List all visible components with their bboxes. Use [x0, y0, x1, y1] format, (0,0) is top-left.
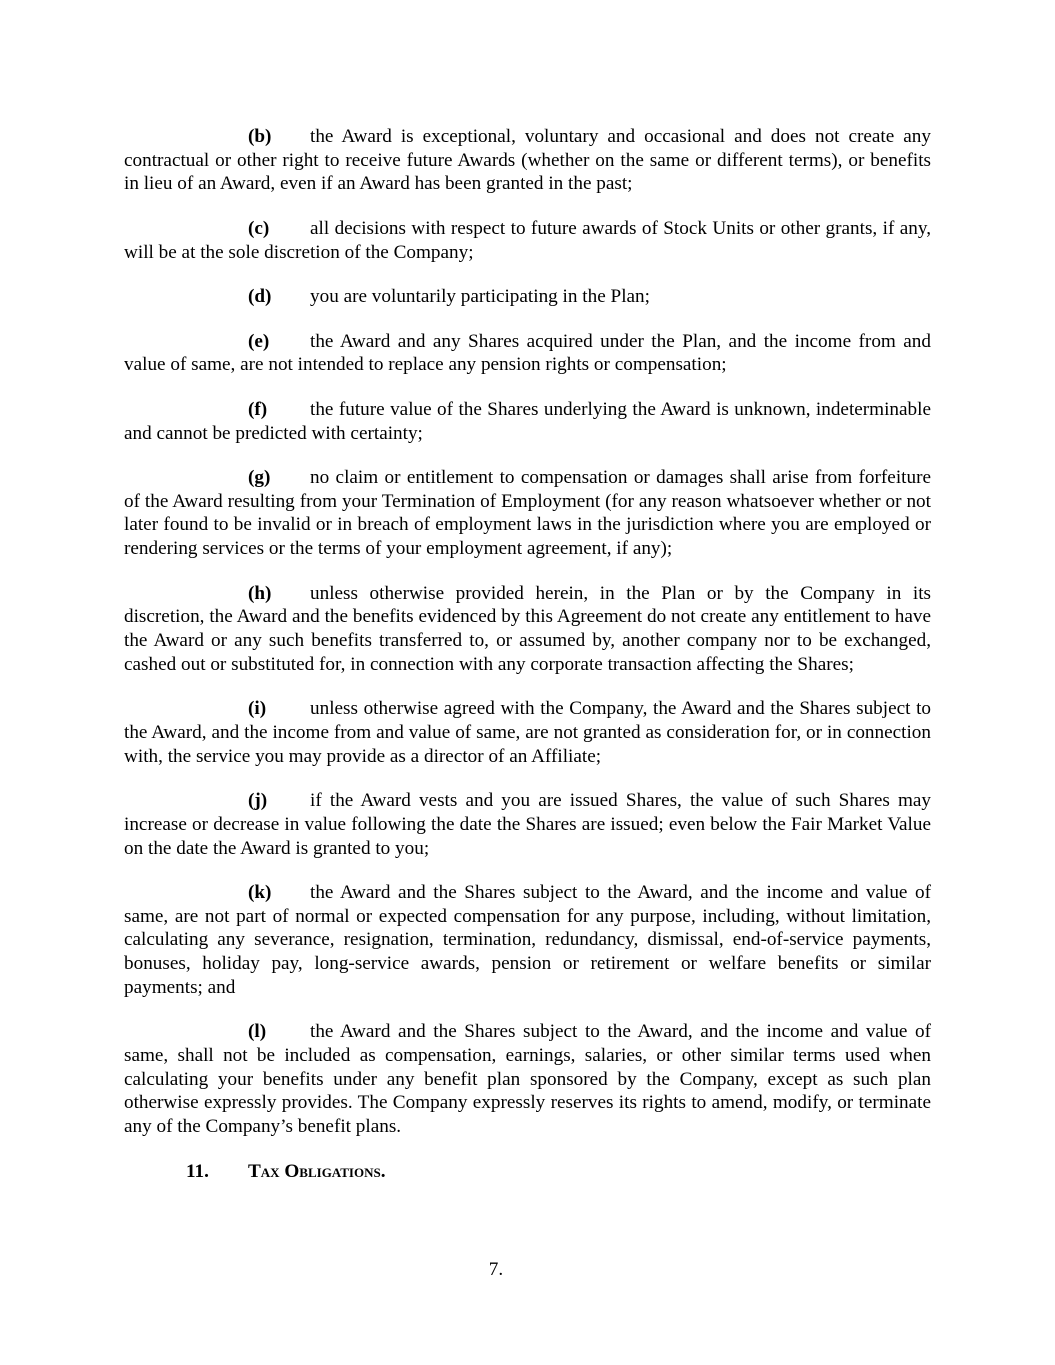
clause-d — [124, 285, 931, 309]
clause-text: unless otherwise provided herein, in the Plan or by the Company in its discretion, the Award and the benefits evidenced by this Agreement do not create any entitlement to have the Award or any such benefits transferred to, or assumed by, another company nor to be exchanged, cashed out or substituted for, in connection with any corporate transaction affecting the Shares; — [124, 582, 931, 675]
section-title: Tax Obligations. — [248, 1160, 386, 1182]
document-page — [124, 125, 931, 1184]
page-number: 7. — [488, 1259, 504, 1280]
clause-h — [124, 582, 931, 677]
clause-label: (i) — [248, 698, 267, 720]
clause-l — [124, 1020, 931, 1139]
clause-label: (b) — [248, 126, 272, 147]
section-number: 11. — [186, 1160, 209, 1182]
clause-text: the Award and the Shares subject to the Award, and the income and value of same, shall not be included as compensation, earnings, salaries, or other similar terms used when calculating your benefits under any benefit plan sponsored by the Company, except as such plan otherwise expressly provides. The Company expressly reserves its rights to amend, modify, or terminate any of the Company’s benefit plans. — [124, 1021, 931, 1138]
clause-text: the Award and the Shares subject to the Award, and the income and value of same, are not part of normal or expected compensation for any purpose, including, without limitation, calculating any severance, resignation, termination, redundancy, dismissal, end-of-service payments, bonuses, holiday pay, long-service awards, pension or retirement or welfare benefits or similar payments; and — [124, 882, 931, 998]
clause-i — [124, 697, 931, 768]
clause-text: you are voluntarily participating in the Plan; — [310, 286, 650, 308]
clause-b — [124, 125, 931, 196]
clause-label: (k) — [248, 882, 272, 904]
clause-label: (d) — [248, 286, 272, 308]
section-heading — [124, 1160, 931, 1184]
clause-label: (c) — [248, 217, 270, 239]
clause-label: (g) — [248, 467, 271, 489]
clause-label: (e) — [248, 330, 270, 352]
clause-text: no claim or entitlement to compensation or damages shall arise from forfeiture of the Award resulting from your Termination of Employment (for any reason whatsoever whether or not later found to be invalid or in breach of employment laws in the jurisdiction where you are employed or rendering services or the terms of your employment agreement, if any); — [124, 467, 931, 560]
clause-text: unless otherwise agreed with the Company, the Award and the Shares subject to the Award, and the income from and value of same, are not granted as consideration for, or in connection with, the service you may provide as a director of an Affiliate; — [124, 698, 931, 767]
clause-label: (j) — [248, 790, 268, 812]
clause-k — [124, 881, 931, 1000]
clause-text: the Award and any Shares acquired under the Plan, and the income from and value of same, are not intended to replace any pension rights or compensation; — [124, 330, 931, 376]
clause-label: (f) — [248, 398, 268, 420]
clause-e — [124, 330, 931, 377]
clause-text: the future value of the Shares underlying the Award is unknown, indeterminable and cannot be predicted with certainty; — [124, 398, 931, 444]
clause-text: if the Award vests and you are issued Shares, the value of such Shares may increase or decrease in value following the date the Shares are issued; even below the Fair Market Value on the date the Award is granted to you; — [124, 790, 931, 859]
clause-label: (l) — [248, 1021, 267, 1043]
clause-g — [124, 466, 931, 561]
clause-c — [124, 217, 931, 264]
clause-label: (h) — [248, 582, 272, 604]
clause-text: the Award is exceptional, voluntary and occasional and does not create any contractual or other right to receive future Awards (whether on the same or different terms), or benefits in lieu of an Award, even if an Award has been granted in the past; — [124, 126, 931, 195]
clause-text: all decisions with respect to future awards of Stock Units or other grants, if any, will be at the sole discretion of the Company; — [124, 217, 931, 263]
clause-j — [124, 789, 931, 860]
clause-f — [124, 398, 931, 445]
